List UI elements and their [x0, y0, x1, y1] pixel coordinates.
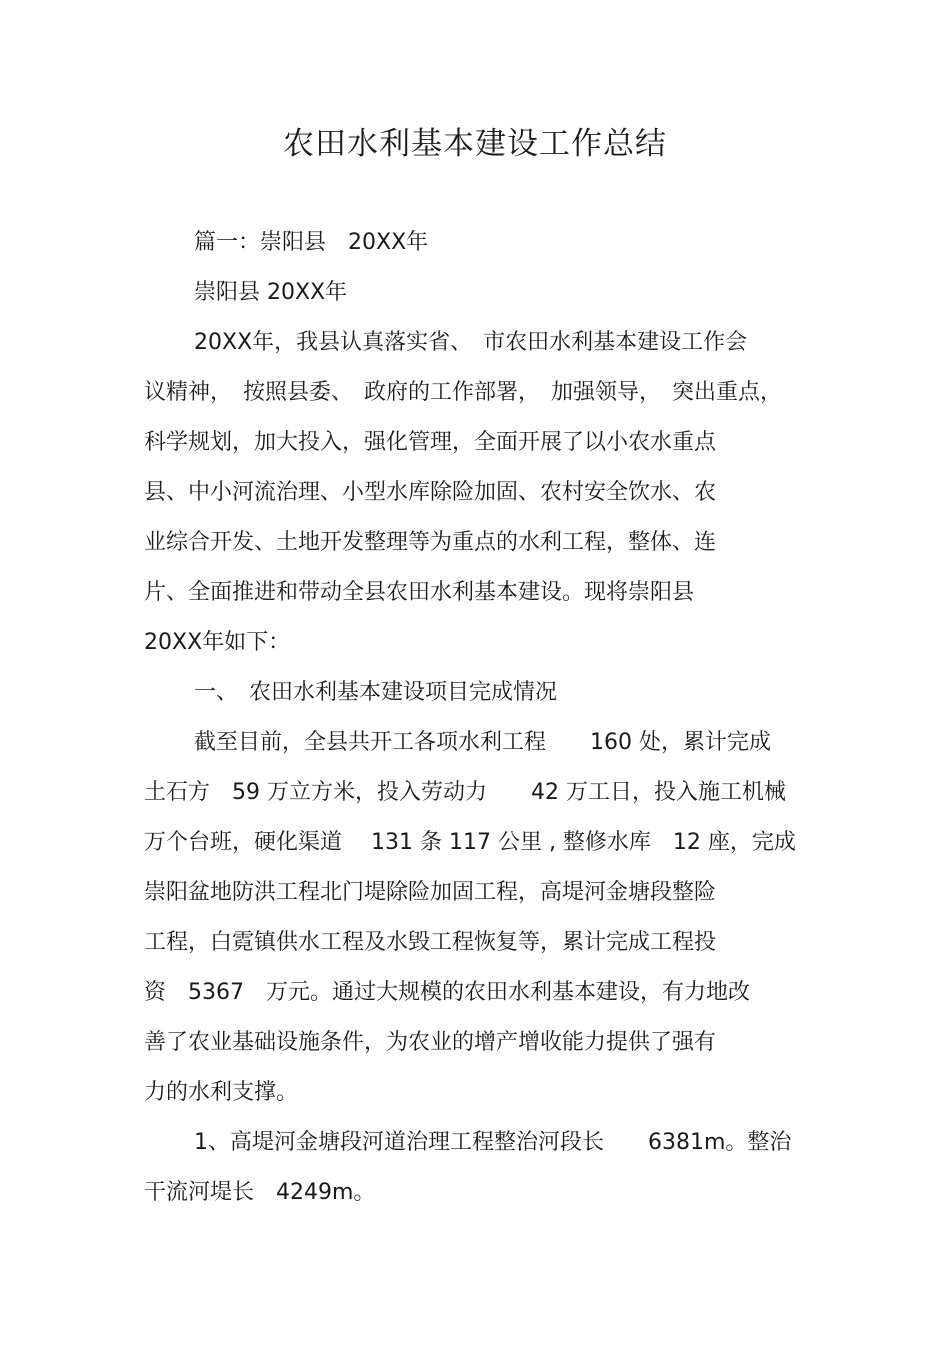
paragraph-line: 县、中小河流治理、小型水库除险加固、农村安全饮水、农 [144, 480, 717, 505]
paragraph-line: 万个台班，硬化渠道 131 条 117 公里 , 整修水库 12 座，完成 [144, 830, 796, 855]
paragraph-line: 议精神， 按照县委、 政府的工作部署， 加强领导， 突出重点， [144, 380, 783, 405]
paragraph-line: 善了农业基础设施条件，为农业的增产增收能力提供了强有 [144, 1030, 717, 1055]
subtitle-line: 崇阳县 20XX年 [194, 280, 348, 305]
paragraph-line: 力的水利支撑。 [144, 1080, 299, 1105]
paragraph-line: 资 5367 万元。通过大规模的农田水利基本建设，有力地改 [144, 980, 750, 1005]
section-heading-pian-yi: 篇一：崇阳县 20XX年 [194, 230, 429, 255]
paragraph-line: 片、全面推进和带动全县农田水利基本建设。现将崇阳县 [144, 580, 695, 605]
paragraph-line: 工程，白霓镇供水工程及水毁工程恢复等，累计完成工程投 [144, 930, 717, 955]
document-title: 农田水利基本建设工作总结 [283, 126, 667, 162]
paragraph-line: 20XX年，我县认真落实省、 市农田水利基本建设工作会 [194, 330, 748, 355]
section-heading-one: 一、 农田水利基本建设项目完成情况 [194, 680, 558, 705]
paragraph-line: 土石方 59 万立方米，投入劳动力 42 万工日，投入施工机械 [144, 780, 786, 805]
paragraph-line: 崇阳盆地防洪工程北门堤除险加固工程，高堤河金塘段整险 [144, 880, 717, 905]
paragraph-line: 科学规划，加大投入，强化管理，全面开展了以小农水重点 [144, 430, 717, 455]
paragraph-line: 截至目前，全县共开工各项水利工程 160 处，累计完成 [194, 730, 771, 755]
list-item-line: 1、高堤河金塘段河道治理工程整治河段长 6381m。整治 [194, 1130, 792, 1155]
list-item-line: 干流河堤长 4249m。 [144, 1180, 376, 1205]
paragraph-line: 业综合开发、土地开发整理等为重点的水利工程，整体、连 [144, 530, 717, 555]
paragraph-line: 20XX年如下： [144, 630, 291, 655]
